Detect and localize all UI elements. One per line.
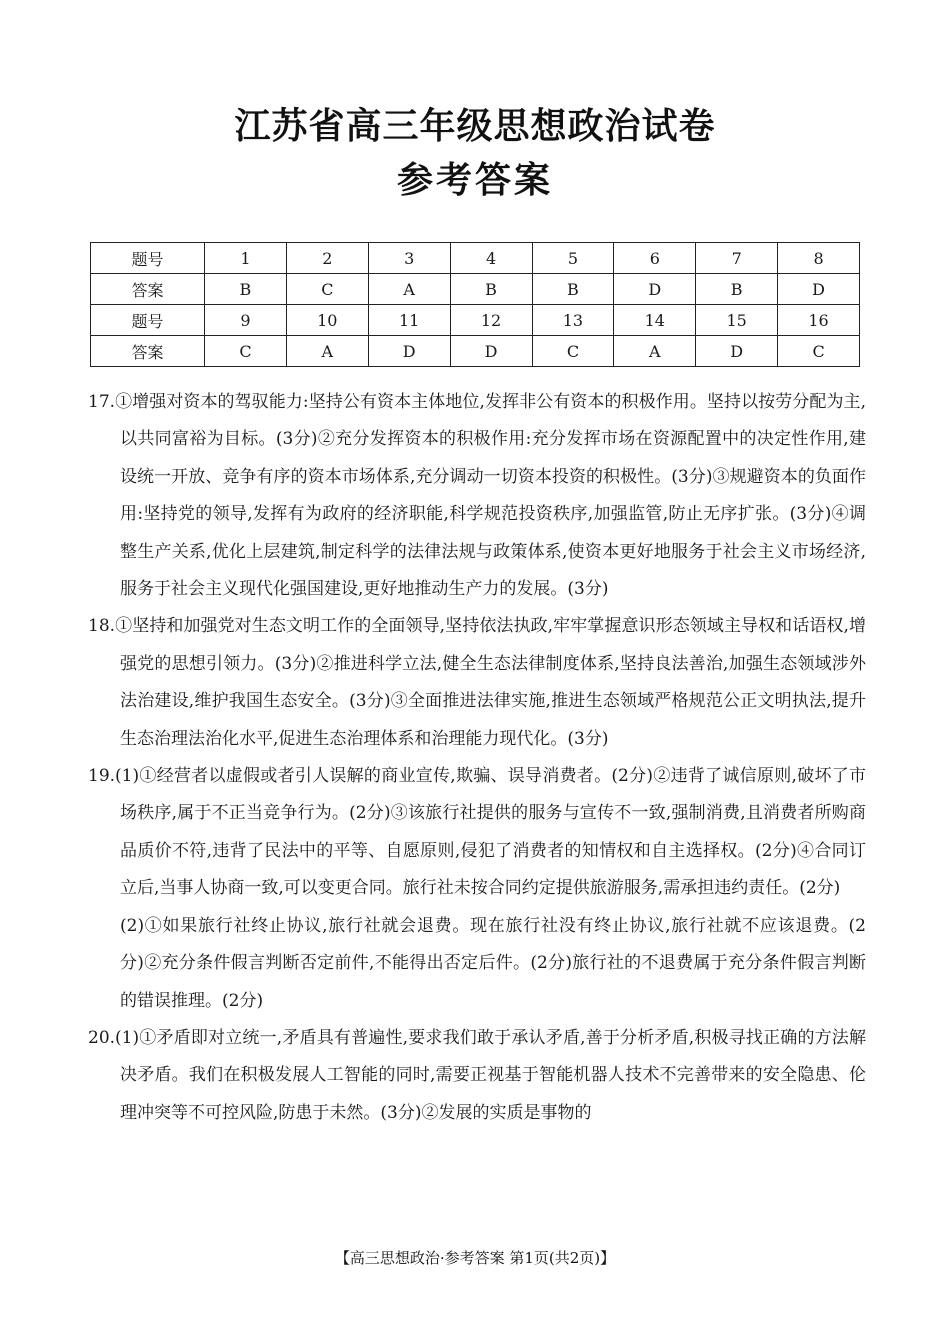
table-cell: C — [778, 336, 860, 367]
page-title: 江苏省高三年级思想政治试卷 — [234, 106, 716, 147]
answer-table — [90, 242, 860, 367]
table-cell: 9 — [205, 305, 287, 336]
table-cell: 15 — [696, 305, 778, 336]
table-cell: 6 — [614, 243, 696, 274]
table-cell: 10 — [286, 305, 368, 336]
table-cell: C — [205, 336, 287, 367]
table-row — [91, 274, 860, 305]
table-cell: 14 — [614, 305, 696, 336]
table-cell: A — [368, 274, 450, 305]
table-cell: 7 — [696, 243, 778, 274]
table-cell: 4 — [450, 243, 532, 274]
table-cell: D — [368, 336, 450, 367]
table-cell: D — [450, 336, 532, 367]
table-cell: B — [450, 274, 532, 305]
table-cell: D — [696, 336, 778, 367]
table-cell: C — [532, 336, 614, 367]
table-row — [91, 336, 860, 367]
table-cell: B — [532, 274, 614, 305]
table-cell: 1 — [205, 243, 287, 274]
table-cell: 11 — [368, 305, 450, 336]
table-cell: 3 — [368, 243, 450, 274]
table-cell: 8 — [778, 243, 860, 274]
table-row-header: 题号 — [91, 243, 205, 274]
table-cell: B — [205, 274, 287, 305]
table-cell: D — [614, 274, 696, 305]
table-row-header: 答案 — [91, 336, 205, 367]
table-cell: 2 — [286, 243, 368, 274]
table-cell: 5 — [532, 243, 614, 274]
table-cell: 13 — [532, 305, 614, 336]
answer-19-part-2: (2)①如果旅行社终止协议,旅行社就会退费。现在旅行社没有终止协议,旅行社就不应该退费。(2分)②充分条件假言判断否定前件,不能得出否定后件。(2分)旅行社的不退费属于充分条件假言判断的错误推理。(2分) — [120, 915, 866, 1011]
page-subtitle: 参考答案 — [396, 160, 553, 201]
answer-19-part-1: 19.(1)①经营者以虚假或者引人误解的商业宣传,欺骗、误导消费者。(2分)②违背了诚信原则,破坏了市场秩序,属于不正当竞争行为。(2分)③该旅行社提供的服务与宣传不一致,强制消费,且消费者所购商品质价不符,违背了民法中的平等、自愿原则,侵犯了消费者的知情权和自主选择权。(2分)④合同订立后,当事人协商一致,可以变更合同。旅行社未按合同约定提供旅游服务,需承担违约责任。(2分) — [88, 766, 866, 899]
answer-17: 17.①增强对资本的驾驭能力:坚持公有资本主体地位,发挥非公有资本的积极作用。坚持以按劳分配为主,以共同富裕为目标。(3分)②充分发挥资本的积极作用:充分发挥市场在资源配置中的决定性作用,建设统一开放、竞争有序的资本市场体系,充分调动一切资本投资的积极性。(3分)③规避资本的负面作用:坚持党的领导,发挥有为政府的经济职能,科学规范投资秩序,加强监管,防止无序扩张。(3分)④调整生产关系,优化上层建筑,制定科学的法律法规与政策体系,使资本更好地服务于社会主义市场经济,服务于社会主义现代化强国建设,更好地推动生产力的发展。(3分) — [88, 392, 866, 600]
page-footer: 【高三思想政治·参考答案 第1页(共2页)】 — [334, 1249, 616, 1267]
table-row — [91, 305, 860, 336]
answer-content — [88, 384, 866, 1132]
table-cell: A — [286, 336, 368, 367]
table-row-header: 答案 — [91, 274, 205, 305]
table-cell: 16 — [778, 305, 860, 336]
table-cell: A — [614, 336, 696, 367]
table-cell: 12 — [450, 305, 532, 336]
table-cell: D — [778, 274, 860, 305]
table-row — [91, 243, 860, 274]
answer-18: 18.①坚持和加强党对生态文明工作的全面领导,坚持依法执政,牢牢掌握意识形态领域主导权和话语权,增强党的思想引领力。(3分)②推进科学立法,健全生态法律制度体系,坚持良法善治,加强生态领域涉外法治建设,维护我国生态安全。(3分)③全面推进法律实施,推进生态领域严格规范公正文明执法,提升生态治理法治化水平,促进生态治理体系和治理能力现代化。(3分) — [88, 616, 866, 749]
table-cell: C — [286, 274, 368, 305]
table-row-header: 题号 — [91, 305, 205, 336]
answer-20-part-1: 20.(1)①矛盾即对立统一,矛盾具有普遍性,要求我们敢于承认矛盾,善于分析矛盾,积极寻找正确的方法解决矛盾。我们在积极发展人工智能的同时,需要正视基于智能机器人技术不完善带来的安全隐患、伦理冲突等不可控风险,防患于未然。(3分)②发展的实质是事物的 — [88, 1027, 866, 1123]
table-cell: B — [696, 274, 778, 305]
